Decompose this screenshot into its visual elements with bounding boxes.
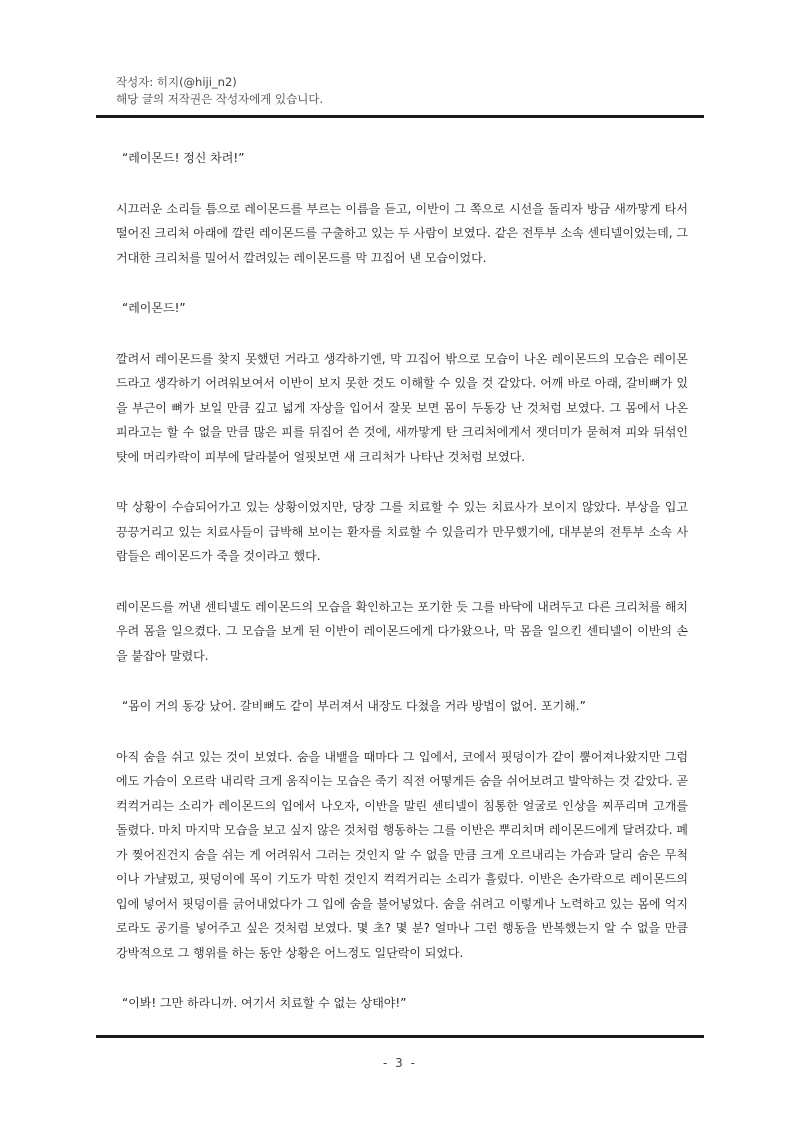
paragraph: 깔려서 레이몬드를 찾지 못했던 거라고 생각하기엔, 막 끄집어 밖으로 모습이 나온 레이몬드의 모습은 레이몬드라고 생각하기 어려워보여서 이반이 보지 못한 것도 이해할 수 있을 것 같았다. 어깨 바로 아래, 갈비뼈가 있을 부근이 뼈가 보일 만큼 깊고 넓게 자상을 입어서 잘못 보면 몸이 두동강 난 것처럼 보였다. 그 몸에서 나온 피라고는 할 수 없을 만큼 많은 피를 뒤집어 쓴 것에, 새까맣게 탄 크리처에게서 잿더미가 묻혀져 피와 뒤섞인 탓에 머리카락이 피부에 달라붙어 얼핏보면 새 크리처가 나타난 것처럼 보였다.	[116, 351, 688, 464]
paragraph: 레이몬드를 꺼낸 센티넬도 레이몬드의 모습을 확인하고는 포기한 듯 그를 바닥에 내려두고 다른 크리처를 해치우려 몸을 일으켰다. 그 모습을 보게 된 이반이 레이몬드에게 다가왔으나, 막 몸을 일으킨 센티넬이 이반의 손을 붙잡아 말렸다.	[116, 599, 688, 663]
document-header	[116, 74, 323, 108]
author-line: 작성자: 히지(@hiji_n2)	[116, 75, 237, 89]
footer-divider	[96, 1035, 704, 1038]
copyright-line: 해당 글의 저작권은 작성자에게 있습니다.	[116, 92, 324, 106]
paragraph: 아직 숨을 쉬고 있는 것이 보였다. 숨을 내뱉을 때마다 그 입에서, 코에서 핏덩이가 같이 뿜어져나왔지만 그럼에도 가슴이 오르락 내리락 크게 움직이는 모습은 죽기 직전 어떻게든 숨을 쉬어보려고 발악하는 것 같았다. 곧 컥컥거리는 소리가 레이몬드의 입에서 나오자, 이반을 말린 센티넬이 침통한 얼굴로 인상을 찌푸리며 고개를 돌렸다. 마치 마지막 모습을 보고 싶지 않은 것처럼 행동하는 그를 이반은 뿌리치며 레이몬드에게 달려갔다. 폐가 찢어진건지 숨을 쉬는 게 어려워서 그러는 것인지 알 수 없을 만큼 크게 오르내리는 가슴과 달리 숨은 무척이나 가냘펐고, 핏덩이에 목이 기도가 막힌 것인지 컥컥거리는 소리가 흘렀다. 이반은 손가락으로 레이몬드의 입에 넣어서 핏덩이를 긁어내었다가 그 입에 숨을 불어넣었다. 숨을 쉬려고 이렇게나 노력하고 있는 몸에 억지로라도 공기를 넣어주고 싶은 것처럼 보였다. 몇 초? 몇 분? 얼마나 그런 행동을 반복했는지 알 수 없을 만큼 강박적으로 그 행위를 하는 동안 상황은 어느정도 일단락이 되었다.	[116, 749, 688, 960]
paragraph-dialogue: “이봐! 그만 하라니까. 여기서 치료할 수 없는 상태야!”	[122, 996, 407, 1010]
paragraph: 막 상황이 수습되어가고 있는 상황이었지만, 당장 그를 치료할 수 있는 치료사가 보이지 않았다. 부상을 입고 끙끙거리고 있는 치료사들이 급박해 보이는 환자를 치료할 수 있을리가 만무했기에, 대부분의 전투부 소속 사람들은 레이몬드가 죽을 것이라고 했다.	[116, 500, 688, 563]
header-divider	[96, 115, 704, 118]
paragraph-dialogue: “몸이 거의 동강 났어. 갈비뼈도 같이 부러져서 내장도 다쳤을 거라 방법이 없어. 포기해.”	[122, 699, 586, 713]
paragraph: 시끄러운 소리들 틈으로 레이몬드를 부르는 이름을 듣고, 이반이 그 쪽으로 시선을 돌리자 방금 새까맣게 타서 떨어진 크리처 아래에 깔린 레이몬드를 구출하고 있는 두 사람이 보였다. 같은 전투부 소속 센티넬이었는데, 그 거대한 크리처를 밀어서 깔려있는 레이몬드를 막 끄집어 낸 모습이었다.	[116, 201, 688, 265]
document-body	[116, 146, 688, 1042]
paragraph-dialogue: “레이몬드! 정신 차려!”	[122, 151, 245, 165]
paragraph-dialogue: “레이몬드!”	[122, 301, 186, 315]
page-number: - 3 -	[383, 1056, 417, 1070]
